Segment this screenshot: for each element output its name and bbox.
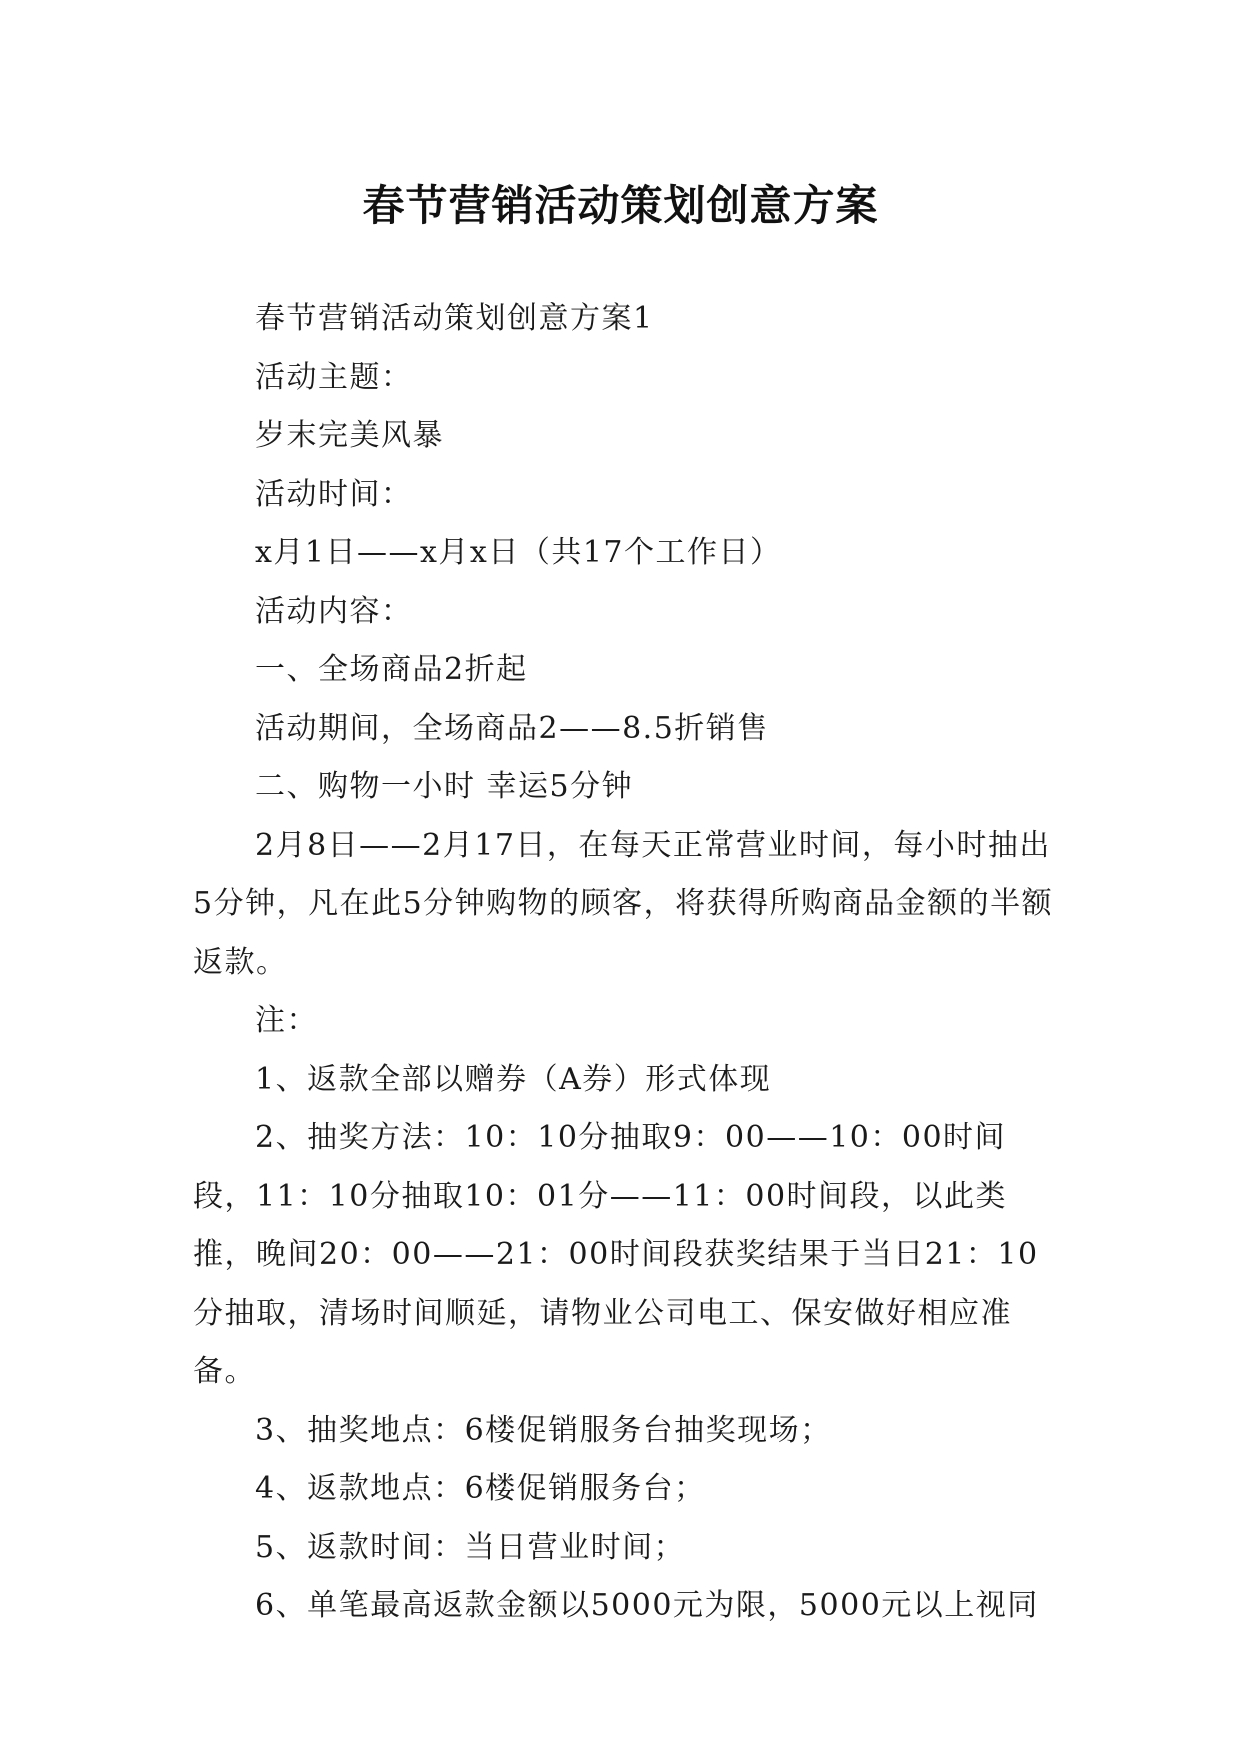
paragraph-item-two: 二、购物一小时 幸运5分钟: [255, 769, 634, 804]
document-body: [193, 290, 1055, 1636]
paragraph-theme-label: 活动主题：: [255, 359, 413, 395]
paragraph-content-label: 活动内容：: [255, 593, 413, 629]
document-title: 春节营销活动策划创意方案: [362, 181, 879, 231]
paragraph-note-5: 5、返款时间：当日营业时间；: [255, 1529, 686, 1565]
paragraph-theme-value: 岁末完美风暴: [255, 418, 444, 453]
paragraph-item-one-detail: 活动期间，全场商品2——8.5折销售: [255, 710, 769, 746]
paragraph-note-2: 2、抽奖方法：10：10分抽取9：00——10：00时间段，11：10分抽取10：01分——11：00时间段，以此类推，晚间20：00——21：00时间段获奖结果于当日21：10分抽取，清场时间顺延，请物业公司电工、保安做好相应准备。: [193, 1120, 1039, 1389]
paragraph-note-4: 4、返款地点：6楼促销服务台；: [255, 1471, 706, 1506]
paragraph-note-label: 注：: [255, 1003, 318, 1038]
paragraph-item-two-detail: 2月8日——2月17日，在每天正常营业时间，每小时抽出5分钟，凡在此5分钟购物的顾客，将获得所购商品金额的半额返款。: [193, 827, 1054, 980]
paragraph-section-heading: 春节营销活动策划创意方案1: [255, 301, 654, 336]
paragraph-note-3: 3、抽奖地点：6楼促销服务台抽奖现场；: [255, 1412, 832, 1448]
paragraph-note-1: 1、返款全部以赠券（A券）形式体现: [255, 1061, 772, 1097]
paragraph-time-value: x月1日——x月x日（共17个工作日）: [255, 535, 782, 570]
paragraph-note-6: 6、单笔最高返款金额以5000元为限，5000元以上视同: [255, 1588, 1039, 1623]
paragraph-item-one: 一、全场商品2折起: [255, 652, 528, 687]
paragraph-time-label: 活动时间：: [255, 476, 413, 512]
